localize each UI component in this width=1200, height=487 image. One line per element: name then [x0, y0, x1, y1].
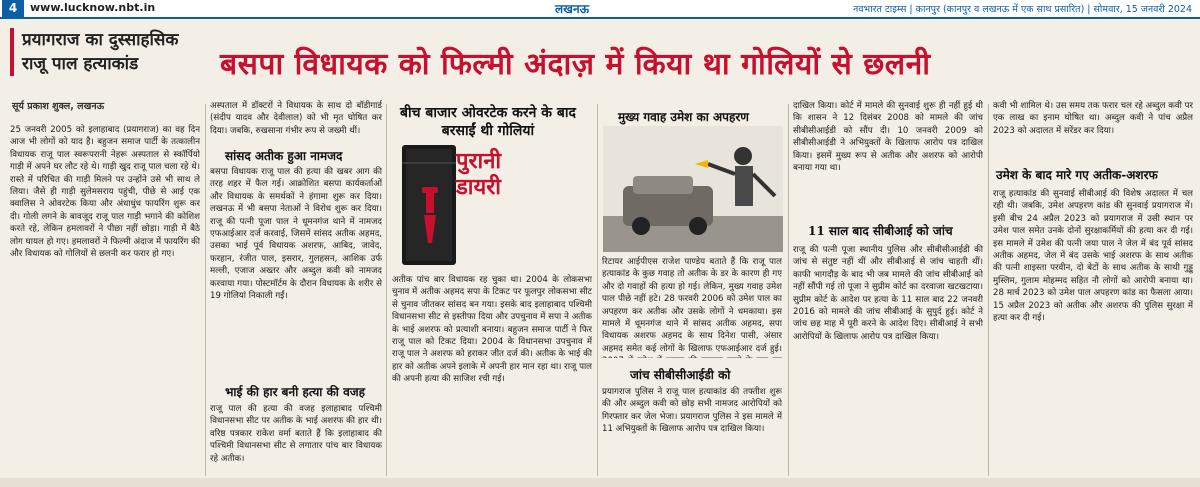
section-title: लखनऊ: [555, 2, 590, 16]
article-column-4b: [602, 386, 782, 474]
subhead-brother-defeat: भाई की हार बनी हत्या की वजह: [225, 385, 366, 399]
subhead-atiq-ashraf-killed: उमेश के बाद मारे गए अतीक-अशरफ: [996, 168, 1158, 182]
column-divider: [788, 104, 789, 476]
column-3-text: अतीक पांच बार विधायक रह चुका था। 2004 के लोकसभा चुनाव में अतीक अहमद सपा के टिकट पर फूलपुर लोकसभा सीट से चुनाव जीतकर सांसद बन गया। इसके बाद इलाहाबाद पश्चिमी विधानसभा सीट से इस्तीफा दिया और उपचुनाव में सपा ने अतीक के भाई अशरफ को प्रत्याशी बनाया। बहुजन समाज पार्टी ने फिर राजू पाल को टिकट दिया। 2004 के विधानसभा उपचुनाव में राजू पाल ने अशरफ को हराकर जीत दर्ज की। अतीक के भाई की हार को अतीक अपने इलाके में अपनी हार मान रहा था। राजू पाल की अपनी हत्या की साजिश रची गई।: [392, 275, 592, 385]
page-footer-strip: [0, 478, 1200, 487]
edition-line: नवभारत टाइम्स | कानपुर (कानपुर व लखनऊ में एक साथ प्रसारित) | सोमवार, 15 जनवरी 2024: [852, 4, 1192, 15]
article-column-6b: [993, 188, 1193, 474]
column-6-text-b: राजू हत्याकांड की सुनवाई सीबीआई की विशेष अदालत में चल रही थी। जबकि, उमेश अपहरण कांड की सुनवाई प्रयागराज में। इसी बीच 24 अप्रैल 2023 को प्रयागराज में उसी स्थान पर उमेश पाल समेत उनके दोनों सुरक्षाकर्मियों की हत्या कर दी गई। इस मामले में उमेश की पत्नी जया पाल ने जेल में बंद पूर्व सांसद अतीक अहमद, जेल में बंद उसके भाई अशरफ के साथ अतीक की पत्नी शाइस्ता परवीन, दो बेटों के साथ अतीक के साथी गुड्डू मुस्लिम, गुलाम मोहम्मद सहित नौ लोगों को आरोपी बनाया था। 28 मार्च 2023 को उमेश पाल अपहरण कांड का फैसला आया। 15 अप्रैल 2023 को अतीक और अशरफ की पुलिस सुरक्षा में हत्या कर दी गई।: [993, 189, 1193, 324]
subhead-umesh-kidnap: मुख्य गवाह उमेश का अपहरण: [618, 110, 749, 124]
diary-book-icon: [398, 143, 460, 271]
article-column-2a: [210, 100, 382, 140]
subhead-cbcid-probe: जांच सीबीसीआईडी को: [630, 368, 731, 382]
byline-text: सूर्य प्रकाश शुक्ल, लखनऊ: [12, 101, 105, 112]
subhead-cbi-probe: 11 साल बाद सीबीआई को जांच: [808, 224, 953, 238]
article-column-5b: [793, 244, 983, 474]
column-5-text: दाखिल किया। कोर्ट में मामले की सुनवाई शुरू ही नहीं हुई थी कि शासन ने 12 दिसंबर 2008 को मामले की जांच सीबीसीआईडी को सौंप दी। 10 जनवरी 2009 को सीबीसीआईडी ने अभियुक्तों के खिलाफ आरोप पत्र दाखिल किया। इसमें मुख्य रूप से अतीक और अशरफ को आरोपी बनाया गया था।: [793, 101, 983, 174]
column-divider: [205, 104, 206, 476]
shooting-illustration: [603, 126, 783, 252]
diary-label-line-1: पुरानी: [456, 148, 502, 174]
kicker-line-2: राजू पाल हत्याकांड: [22, 54, 139, 74]
kicker-line-1: प्रयागराज का दुस्साहसिक: [22, 30, 179, 50]
column-2-text-b: बसपा विधायक राजू पाल की हत्या की खबर आग की तरह शहर में फैल गई। आक्रोशित बसपा कार्यकर्ताओं और विधायक के समर्थकों ने हंगामा शुरू कर दिया। लखनऊ में भी बसपा नेताओं ने विरोध शुरू कर दिया। राजू की पत्नी पूजा पाल ने धूमनगंज थाने में नामजद एफआईआर दर्ज करवाई, जिसमें सांसद अतीक अहमद, उसका भाई पूर्व विधायक अशरफ, आबिद, जावेद, फरहान, रंजीत पाल, इसरार, गुलहसन, आशिक उर्फ मल्ली, एजाज अख्तर और अब्दुल कवी को नामजद करवाया गया। पोस्टमॉर्टम के दौरान विधायक के शरीर से 19 गोलियां निकाली गईं।: [210, 167, 382, 302]
article-column-6: [993, 100, 1193, 162]
column-divider: [386, 104, 387, 476]
article-headline: बसपा विधायक को फिल्मी अंदाज़ में किया था गोलियों से छलनी: [220, 47, 931, 82]
site-url[interactable]: www.lucknow.nbt.in: [30, 1, 156, 14]
column-2-text-c: राजू पाल की हत्या की वजह इलाहाबाद पश्चिमी विधानसभा सीट पर अतीक के भाई अशरफ की हार थी। वरिष्ठ पत्रकार राकेश वर्मा बताते हैं कि इलाहाबाद की पश्चिमी विधानसभा सीट से लगातार पांच बार विधायक रहे अतीक।: [210, 404, 382, 464]
diary-label-line-2: डायरी: [456, 174, 501, 200]
column-4-text: रिटायर आईपीएस राजेश पाण्डेय बताते हैं कि राजू पाल हत्याकांड के कुछ गवाह तो अतीक के डर के कारण ही गए और दो गवाहों की हत्या हो गई। लेकिन, मुख्य गवाह उमेश पाल पीछे नहीं हटे। 28 फरवरी 2006 को उमेश पाल का अपहरण कर अतीक और उसके लोगों ने धमकाया। इस मामले में धूमनगंज थाने में सांसद अतीक अहमद, सपा विधायक अशरफ अहमद के साथ दिनेश पासी, अंसार अहमद समेत कई लोगों के खिलाफ एफआईआर दर्ज हुई।: [602, 257, 782, 354]
column-1-text: 25 जनवरी 2005 को इलाहाबाद (प्रयागराज) का वह दिन आज भी लोगों को याद है। बहुजन समाज पार्टी के तत्कालीन विधायक राजू पाल स्वरूपरानी नेहरू अस्पताल से स्कॉर्पियो गाड़ी में अपने घर लौट रहे थे। गाड़ी खुद राजू पाल चला रहे थे। रास्ते में परिचित की गाड़ी मिलने पर उन्होंने उसे भी साथ ले लिया। जैसे ही गाड़ी सुलेमसराय पहुंची, पीछे से आई एक क्वालिस ने ओवरटेक किया और अंधाधुंध फायरिंग शुरू कर दी। गोली लगने के बावजूद राजू पाल गाड़ी भगाने की कोशिश करते रहे, लेकिन हमलावरों ने पीछा नहीं छोड़ा। गाड़ी में बैठे लोग घायल हो गए। हमलावरों ने फिल्मी अंदाज में फायरिंग की और विधायक को गोलियों से छलनी कर फरार हो गए।: [10, 125, 200, 260]
article-column-1: [10, 124, 200, 474]
column-5-text-b: राजू की पत्नी पूजा स्थानीय पुलिस और सीबीसीआईडी की जांच से संतुष्ट नहीं थीं और सीबीआई से जांच चाहती थीं। काफी भागदौड़ के बाद भी जब मामले की जांच सीबीआई को नहीं सौंपी गई तो पूजा ने सुप्रीम कोर्ट का दरवाजा खटखटाया। सुप्रीम कोर्ट के आदेश पर हत्या के 11 साल बाद 22 जनवरी 2016 को मामले की जांच सीबीआई के सुपुर्द हुई। कोर्ट ने जांच छह माह में पूरी करने के आदेश दिए। सीबीआई ने सभी आरोपियों के खिलाफ आरोप पत्र दाखिल किया।: [793, 245, 983, 342]
article-column-2b: [210, 166, 382, 379]
column-divider: [988, 104, 989, 476]
page-header: [0, 0, 1200, 19]
subhead-atiq-named: सांसद अतीक हुआ नामजद: [225, 149, 343, 163]
column-divider: [597, 104, 598, 476]
article-deck: बीच बाजार ओवरटेक करने के बाद बरसाईं थी गोलियां: [400, 105, 576, 139]
article-column-4: [602, 256, 782, 358]
article-column-3: [392, 274, 592, 474]
article-column-5: [793, 100, 983, 212]
diary-label: [456, 148, 586, 200]
article-column-2c: [210, 403, 382, 475]
column-6-text: कवी भी शामिल थे। उस समय तक फरार चल रहे अब्दुल कवी पर एक लाख का इनाम घोषित था। अब्दुल कवी ने पांच अप्रैल 2023 को अदालत में सरेंडर कर दिया।: [993, 101, 1193, 136]
page-number: 4: [2, 0, 24, 17]
byline: [12, 99, 104, 112]
column-4-text-b: प्रयागराज पुलिस ने राजू पाल हत्याकांड की तफ्तीश शुरू की और अब्दुल कवी को छोड़ सभी नामजद आरोपियों को गिरफ्तार कर जेल भेजा। प्रयागराज पुलिस ने इस मामले में 11 अभियुक्तों के खिलाफ आरोप पत्र दाखिल किया।: [602, 387, 782, 435]
column-2-text-a: अस्पताल में डॉक्टरों ने विधायक के साथ दो बॉडीगार्ड (संदीप यादव और देवीलाल) को भी मृत घोषित कर दिया। जबकि, रुखसाना गंभीर रूप से जख्मी थीं।: [210, 101, 382, 136]
article-kicker: [10, 28, 212, 76]
